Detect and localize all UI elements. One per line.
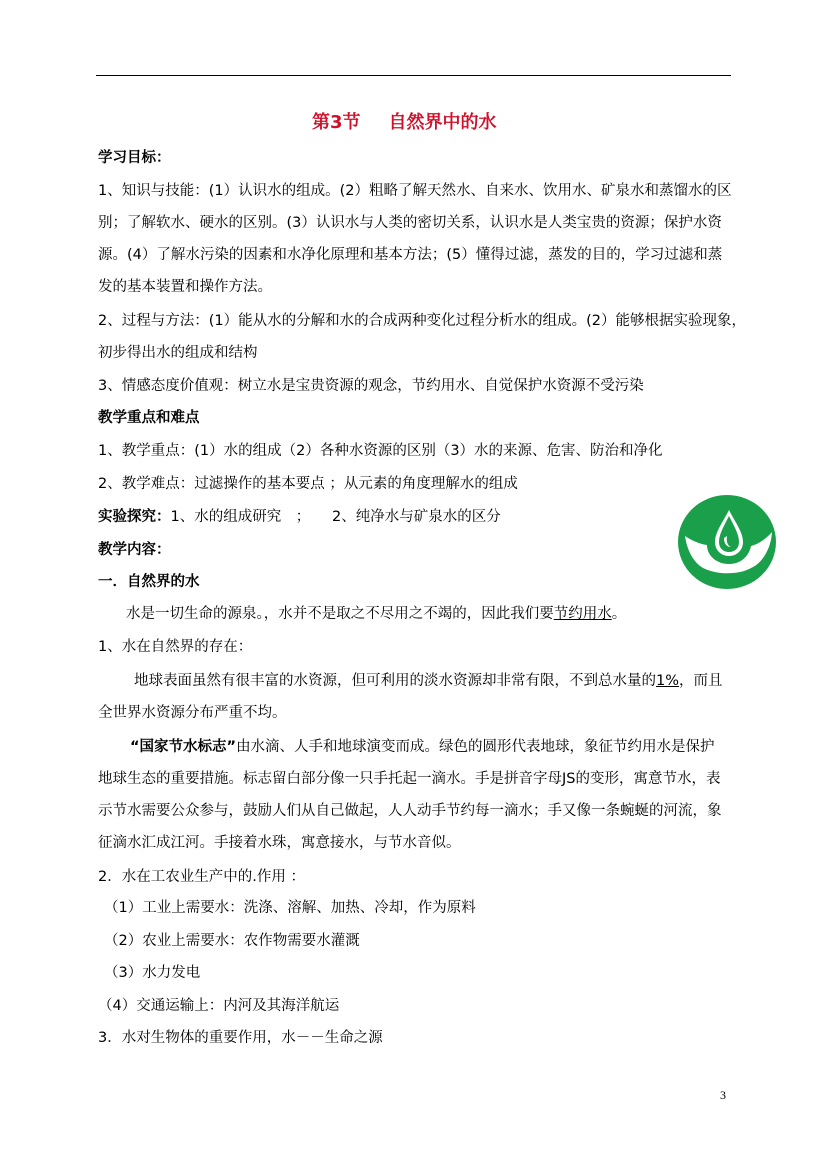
list-item: （1）工业上需要水：洗涤、溶解、加热、冷却，作为原料 <box>104 900 476 916</box>
text-line: 3、情感态度价值观：树立水是宝贵资源的观念，节约用水、自觉保护水资源不受污染 <box>98 378 644 394</box>
text-line: 1、水在自然界的存在： <box>98 639 253 655</box>
text-line <box>126 604 626 624</box>
text-line: 征滴水汇成江河。手接着水珠，寓意接水，与节水音似。 <box>98 835 461 851</box>
text-line: 示节水需要公众参与，鼓励人们从自己做起，人人动手节约每一滴水；手又像一条蜿蜒的河流，象 <box>98 803 722 819</box>
experiment-items: 1、水的组成研究 ； 2、纯净水与矿泉水的区分 <box>170 509 501 525</box>
underlined-phrase: 节约用水 <box>553 606 612 622</box>
objectives-heading: 学习目标： <box>98 150 171 166</box>
experiment-label: 实验探究： <box>98 509 171 525</box>
text-span: 由水滴、人手和地球演变而成。绿色的圆形代表地球，象征节约用水是保护 <box>236 739 715 755</box>
text-span: 水是一切生命的源泉。，水并不是取之不尽用之不竭的，因此我们要 <box>126 606 554 622</box>
text-span: 地球表面虽然有很丰富的水资源，但可利用的淡水资源却非常有限，不到总水量的 <box>134 673 656 689</box>
text-line: 初步得出水的组成和结构 <box>98 345 258 361</box>
text-line <box>134 671 723 691</box>
list-item: （3）水力发电 <box>104 965 201 981</box>
text-line: 发的基本装置和操作方法。 <box>98 279 272 295</box>
text-span: 。 <box>611 606 627 622</box>
logo-name: “国家节水标志” <box>130 739 237 755</box>
header-rule <box>96 75 731 76</box>
experiment-line <box>98 507 501 527</box>
key-points-heading: 教学重点和难点 <box>98 410 200 426</box>
list-item: （4）交通运输上：内河及其海洋航运 <box>98 998 340 1014</box>
water-saving-logo-icon <box>677 494 777 590</box>
list-item: （2）农业上需要水：农作物需要水灌溉 <box>104 933 360 949</box>
text-line: 地球生态的重要措施。标志留白部分像一只手托起一滴水。手是拼音字母JS的变形，寓意节水，表 <box>98 771 721 787</box>
section-number: 第3节 <box>312 112 361 133</box>
text-line: 2、教学难点：过滤操作的基本要点 ；从元素的角度理解水的组成 <box>98 476 518 492</box>
page-number: 3 <box>720 1088 726 1102</box>
text-line: 源。(4）了解水污染的因素和水净化原理和基本方法；(5）懂得过滤，蒸发的目的，学习过滤和蒸 <box>98 247 723 263</box>
text-line: 1、知识与技能：(1）认识水的组成。(2）粗略了解天然水、自来水、饮用水、矿泉水和蒸馏水的区 <box>98 183 732 199</box>
underlined-percent: 1% <box>656 673 680 689</box>
text-line: 3．水对生物体的重要作用，水－－生命之源 <box>98 1030 383 1046</box>
subsection-heading: 一．自然界的水 <box>98 574 200 590</box>
text-line: 别；了解软水、硬水的区别。(3）认识水与人类的密切关系，认识水是人类宝贵的资源；保护水资 <box>98 215 722 231</box>
text-line: 2．水在工农业生产中的.作用 ： <box>98 869 305 885</box>
content-heading: 教学内容： <box>98 542 171 558</box>
text-line: 全世界水资源分布严重不均。 <box>98 705 287 721</box>
text-span: ，而且 <box>679 673 723 689</box>
text-line: 1、教学重点：(1）水的组成（2）各种水资源的区别（3）水的来源、危害、防治和净化 <box>98 443 663 459</box>
section-name: 自然界中的水 <box>388 112 497 133</box>
text-line: 2、过程与方法：(1）能从水的分解和水的合成两种变化过程分析水的组成。(2）能够根据实验现象， <box>98 313 746 329</box>
section-title <box>312 108 497 134</box>
text-line <box>130 737 715 757</box>
